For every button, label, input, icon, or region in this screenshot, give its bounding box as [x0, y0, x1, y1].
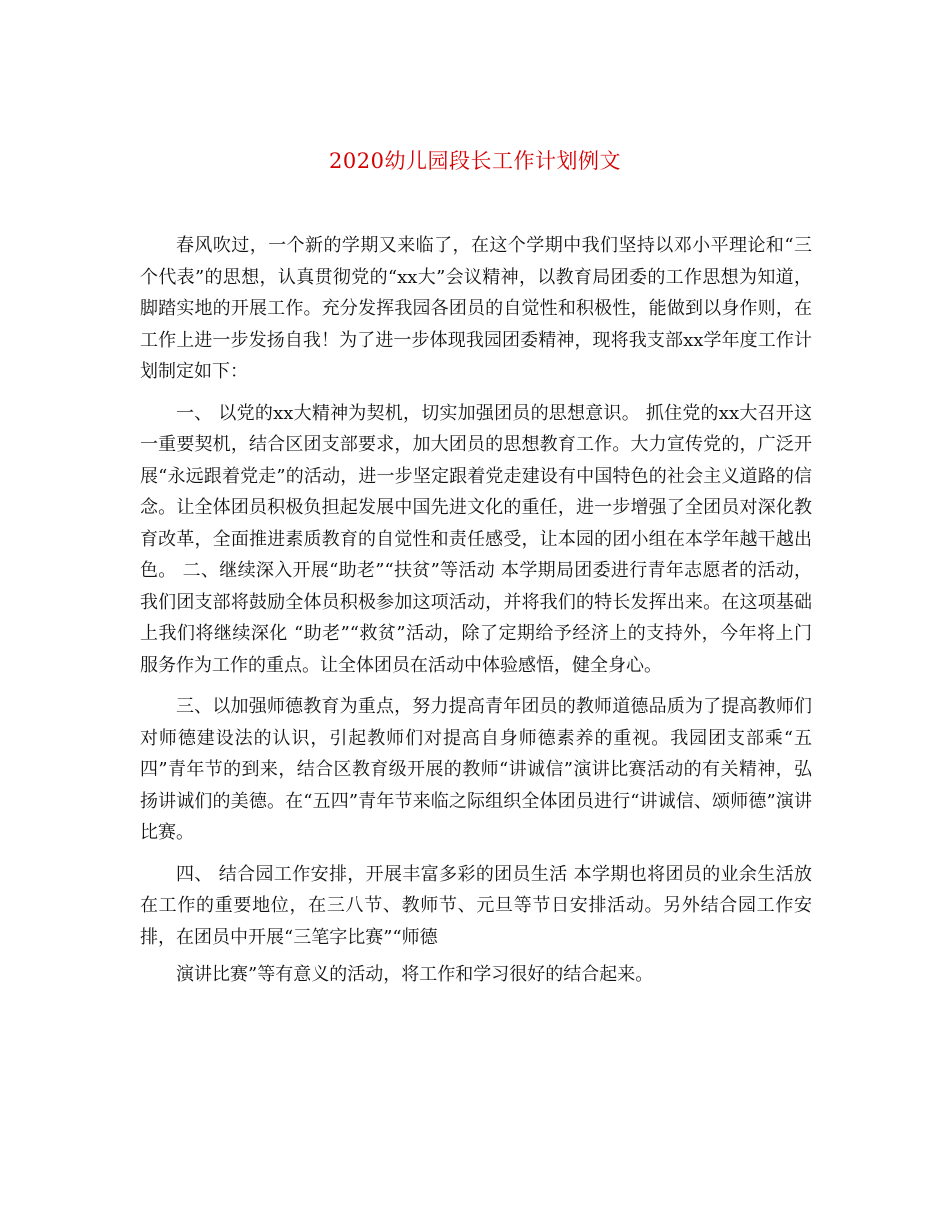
- paragraph-section-one-two: 一、 以党的xx大精神为契机，切实加强团员的思想意识。 抓住党的xx大召开这一重要契机，结合区团支部要求，加大团员的思想教育工作。大力宣传党的，广泛开展“永远跟着党走”的活动，进一步坚定跟着党走建设有中国特色的社会主义道路的信念。让全体团员积极负担起发展中国先进文化的重任，进一步增强了全团员对深化教育改革，全面推进素质教育的自觉性和责任感受，让本园的团小组在本学年越干越出色。 二、继续深入开展“助老”“扶贫”等活动 本学期局团委进行青年志愿者的活动，我们团支部将鼓励全体员积极参加这项活动，并将我们的特长发挥出来。在这项基础上我们将继续深化 “助老”“救贫”活动，除了定期给予经济上的支持外，今年将上门服务作为工作的重点。让全体团员在活动中体验感悟，健全身心。: [140, 402, 812, 676]
- paragraph-intro: 春风吹过，一个新的学期又来临了，在这个学期中我们坚持以邓小平理论和“三个代表”的思想，认真贯彻党的“xx大”会议精神，以教育局团委的工作思想为知道，脚踏实地的开展工作。充分发挥我园各团员的自觉性和积极性，能做到以身作则，在工作上进一步发扬自我！为了进一步体现我园团委精神，现将我支部xx学年度工作计划制定如下：: [140, 235, 812, 382]
- paragraph-closing: 演讲比赛”等有意义的活动，将工作和学习很好的结合起来。: [176, 964, 654, 985]
- paragraph-section-three: 三、以加强师德教育为重点，努力提高青年团员的教师道德品质为了提高教师们对师德建设法的认识，引起教师们对提高自身师德素养的重视。我园团支部乘“五四”青年节的到来，结合区教育级开展的教师“讲诚信”演讲比赛活动的有关精神，弘扬讲诚们的美德。在“五四”青年节来临之际组织全体团员进行“讲诚信、颂师德”演讲比赛。: [140, 696, 812, 843]
- paragraph-section-four: 四、 结合园工作安排，开展丰富多彩的团员生活 本学期也将团员的业余生活放在工作的重要地位，在三八节、教师节、元旦等节日安排活动。另外结合园工作安排，在团员中开展“三笔字比赛”“师德: [140, 863, 812, 948]
- document-body: [140, 230, 812, 1001]
- document-title: 2020幼儿园段长工作计划例文: [329, 149, 621, 173]
